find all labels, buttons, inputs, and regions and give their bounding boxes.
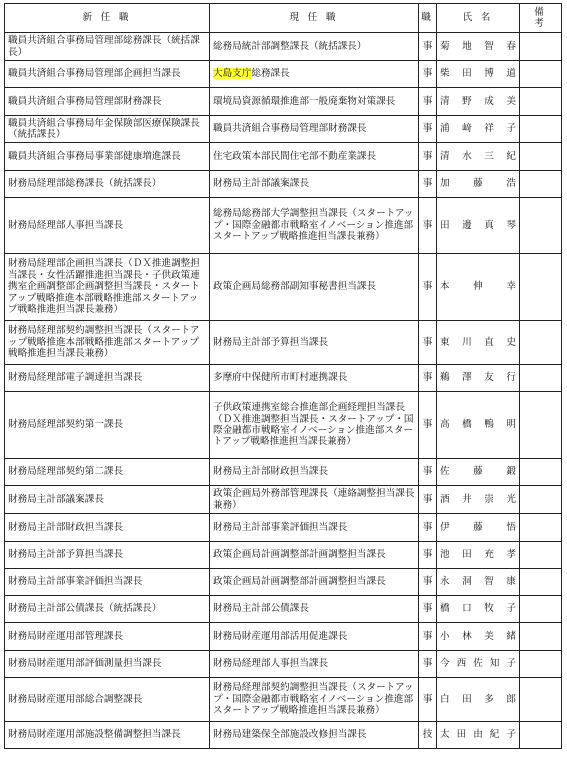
new-post-cell: 財務局主計部予算担当課長 — [5, 542, 210, 569]
remarks-cell — [520, 542, 562, 569]
new-post-cell: 財務局主計部事業評価担当課長 — [5, 569, 210, 596]
name-cell: 清野成美 — [437, 88, 520, 116]
name-cell: 鵜澤友行 — [437, 365, 520, 392]
type-cell: 事 — [419, 459, 437, 486]
remarks-cell — [520, 569, 562, 596]
name-cell: 今西佐知子 — [437, 651, 520, 678]
table-row — [5, 569, 562, 596]
remarks-cell — [520, 678, 562, 722]
new-post-cell: 財務局財産運用部総合調整課長 — [5, 678, 210, 722]
remarks-cell — [520, 365, 562, 392]
table-row — [5, 459, 562, 486]
name-cell: 池田充孝 — [437, 542, 520, 569]
table-row — [5, 143, 562, 171]
new-post-cell: 職員共済組合事務局事業部健康増進課長 — [5, 143, 210, 171]
type-cell: 事 — [419, 365, 437, 392]
current-post-cell — [210, 33, 419, 61]
header-row — [5, 4, 562, 33]
current-post-text: 財務局主計部議案課長 — [213, 178, 309, 190]
remarks-cell — [520, 171, 562, 198]
current-post-cell — [210, 678, 419, 722]
type-cell: 事 — [419, 88, 437, 116]
new-post-cell: 職員共済組合事務局年金保険部医療保険課長（統括課長） — [5, 116, 210, 143]
type-cell: 事 — [419, 569, 437, 596]
current-post-text: 政策企画局計画調整部計画調整担当課長 — [213, 549, 386, 561]
new-post-cell: 財務局経理部総務課長（統括課長） — [5, 171, 210, 198]
remarks-cell — [520, 623, 562, 651]
remarks-cell — [520, 116, 562, 143]
type-cell: 事 — [419, 651, 437, 678]
current-post-cell — [210, 171, 419, 198]
name-cell: 柴田博道 — [437, 61, 520, 88]
name-cell: 東川直史 — [437, 321, 520, 365]
remarks-cell — [520, 722, 562, 749]
current-post-text: 財務局財産運用部活用促進課長 — [213, 630, 348, 642]
header-name: 氏名 — [437, 4, 520, 33]
new-post-cell: 財務局財産運用部施設整備調整担当課長 — [5, 722, 210, 749]
table-body — [5, 33, 562, 749]
current-post-cell — [210, 596, 419, 623]
name-cell: 田邊真琴 — [437, 198, 520, 254]
remarks-cell — [520, 254, 562, 321]
table-row — [5, 392, 562, 459]
current-post-cell — [210, 143, 419, 171]
new-post-cell: 職員共済組合事務局管理部企画担当課長 — [5, 61, 210, 88]
current-post-text: 政策企画局外務部管理課長（連絡調整担当課長兼務） — [213, 488, 415, 511]
remarks-cell — [520, 651, 562, 678]
table-row — [5, 88, 562, 116]
current-post-text: 環境局資源循環推進部一般廃棄物対策課長 — [213, 95, 396, 107]
current-post-text: 財務局主計部公債課長 — [213, 603, 309, 615]
remarks-cell — [520, 61, 562, 88]
name-cell: 加藤浩 — [437, 171, 520, 198]
name-cell: 白田多郎 — [437, 678, 520, 722]
type-cell: 事 — [419, 116, 437, 143]
remarks-cell — [520, 88, 562, 116]
name-cell: 小林美緒 — [437, 623, 520, 651]
current-post-text: 多摩府中保健所市町村連携課長 — [213, 372, 348, 384]
type-cell: 事 — [419, 596, 437, 623]
new-post-cell: 財務局財産運用部評価測量担当課長 — [5, 651, 210, 678]
table-row — [5, 61, 562, 88]
current-post-cell — [210, 392, 419, 459]
remarks-cell — [520, 143, 562, 171]
new-post-cell: 財務局主計部財政担当課長 — [5, 514, 210, 542]
new-post-cell: 財務局経理部契約調整担当課長（スタートアップ戦略推進本部戦略推進部スタートアップ戦略推進担当課長兼務） — [5, 321, 210, 365]
remarks-cell — [520, 514, 562, 542]
current-post-cell — [210, 61, 419, 88]
type-cell: 事 — [419, 623, 437, 651]
current-post-cell — [210, 542, 419, 569]
current-post-text: 職員共済組合事務局管理部財務課長 — [213, 123, 367, 135]
table-row — [5, 596, 562, 623]
new-post-cell: 財務局経理部人事担当課長 — [5, 198, 210, 254]
current-post-text: 政策企画局総務部副知事秘書担当課長 — [213, 281, 377, 293]
table-row — [5, 722, 562, 749]
current-post-text: 財務局経理部人事担当課長 — [213, 658, 329, 670]
name-cell: 本伸幸 — [437, 254, 520, 321]
table-row — [5, 254, 562, 321]
header-current-post: 現任職 — [210, 4, 419, 33]
name-cell: 永洞智康 — [437, 569, 520, 596]
new-post-cell: 財務局主計部議案課長 — [5, 486, 210, 514]
current-post-cell — [210, 254, 419, 321]
type-cell: 事 — [419, 143, 437, 171]
remarks-cell — [520, 459, 562, 486]
name-cell: 佐藤鍛 — [437, 459, 520, 486]
current-post-text: 住宅政策本部民間住宅部不動産業課長 — [213, 150, 377, 162]
current-post-cell — [210, 651, 419, 678]
current-post-text: 財務局建築保全部施設改修担当課長 — [213, 729, 367, 741]
current-post-text: 総務局総務部大学調整担当課長（スタートアップ・国際金融都市戦略室イノベーション推進部スタートアップ戦略推進担当課長兼務） — [213, 208, 414, 243]
current-post-text: 財務局主計部予算担当課長 — [213, 336, 329, 348]
current-post-cell — [210, 116, 419, 143]
table-row — [5, 198, 562, 254]
table-row — [5, 116, 562, 143]
new-post-cell: 財務局経理部契約第二課長 — [5, 459, 210, 486]
type-cell: 事 — [419, 254, 437, 321]
remarks-cell — [520, 486, 562, 514]
current-post-cell — [210, 486, 419, 514]
current-post-cell — [210, 321, 419, 365]
table-row — [5, 514, 562, 542]
personnel-table — [4, 3, 562, 749]
name-cell: 酒井崇光 — [437, 486, 520, 514]
type-cell: 事 — [419, 392, 437, 459]
current-post-text: 財務局経理部契約調整担当課長（スタートアップ・国際金融都市戦略室イノベーション推進部スタートアップ戦略推進担当課長兼務） — [213, 682, 414, 717]
current-post-text: 財務局主計部財政担当課長 — [213, 466, 329, 478]
type-cell: 事 — [419, 61, 437, 88]
name-cell: 橋口牧子 — [437, 596, 520, 623]
name-cell: 伊藤悟 — [437, 514, 520, 542]
name-cell: 太田由紀子 — [437, 722, 520, 749]
remarks-cell — [520, 392, 562, 459]
new-post-cell: 財務局経理部企画担当課長（ＤＸ推進調整担当課長・女性活躍推進担当課長・子供政策連携室企画調整部企画調整担当課長・スタートアップ戦略推進本部戦略推進部スタートアップ戦略推進担当課長兼務） — [5, 254, 210, 321]
remarks-cell — [520, 33, 562, 61]
current-post-text: 政策企画局計画調整部計画調整担当課長 — [213, 576, 386, 588]
type-cell: 事 — [419, 198, 437, 254]
header-type: 職 — [419, 4, 437, 33]
type-cell: 事 — [419, 33, 437, 61]
current-post-cell — [210, 459, 419, 486]
highlighted-text: 大島支庁 — [213, 68, 252, 80]
table-row — [5, 678, 562, 722]
header-remarks: 備考 — [520, 4, 562, 33]
table-row — [5, 542, 562, 569]
type-cell: 事 — [419, 171, 437, 198]
new-post-cell: 財務局経理部契約第一課長 — [5, 392, 210, 459]
table-row — [5, 33, 562, 61]
type-cell: 技 — [419, 722, 437, 749]
table-row — [5, 623, 562, 651]
table-row — [5, 365, 562, 392]
table-row — [5, 321, 562, 365]
current-post-text: 子供政策連携室総合推進部企画経理担当課長（ＤＸ推進調整担当課長・スタートアップ・国際金融都市戦略室イノベーション推進部スタートアップ戦略推進担当課長兼務） — [213, 402, 414, 448]
table-row — [5, 171, 562, 198]
remarks-cell — [520, 198, 562, 254]
current-post-cell — [210, 198, 419, 254]
type-cell: 事 — [419, 321, 437, 365]
header-new-post: 新任職 — [5, 4, 210, 33]
current-post-cell — [210, 569, 419, 596]
name-cell: 菊地智春 — [437, 33, 520, 61]
current-post-text: 総務局統計部調整課長（統括課長） — [213, 40, 367, 52]
type-cell: 事 — [419, 486, 437, 514]
type-cell: 事 — [419, 514, 437, 542]
remarks-cell — [520, 321, 562, 365]
current-post-cell — [210, 623, 419, 651]
new-post-cell: 財務局経理部電子調達担当課長 — [5, 365, 210, 392]
current-post-text: 総務課長 — [251, 68, 290, 80]
current-post-cell — [210, 365, 419, 392]
name-cell: 高橋鴨明 — [437, 392, 520, 459]
name-cell: 浦﨑祥子 — [437, 116, 520, 143]
name-cell: 清水三紀 — [437, 143, 520, 171]
current-post-cell — [210, 514, 419, 542]
current-post-text: 財務局主計部事業評価担当課長 — [213, 521, 348, 533]
current-post-cell — [210, 722, 419, 749]
new-post-cell: 職員共済組合事務局管理部総務課長（統括課長） — [5, 33, 210, 61]
remarks-cell — [520, 596, 562, 623]
type-cell: 事 — [419, 542, 437, 569]
new-post-cell: 財務局財産運用部管理課長 — [5, 623, 210, 651]
current-post-cell — [210, 88, 419, 116]
new-post-cell: 財務局主計部公債課長（統括課長） — [5, 596, 210, 623]
table-row — [5, 651, 562, 678]
type-cell: 事 — [419, 678, 437, 722]
table-row — [5, 486, 562, 514]
new-post-cell: 職員共済組合事務局管理部財務課長 — [5, 88, 210, 116]
